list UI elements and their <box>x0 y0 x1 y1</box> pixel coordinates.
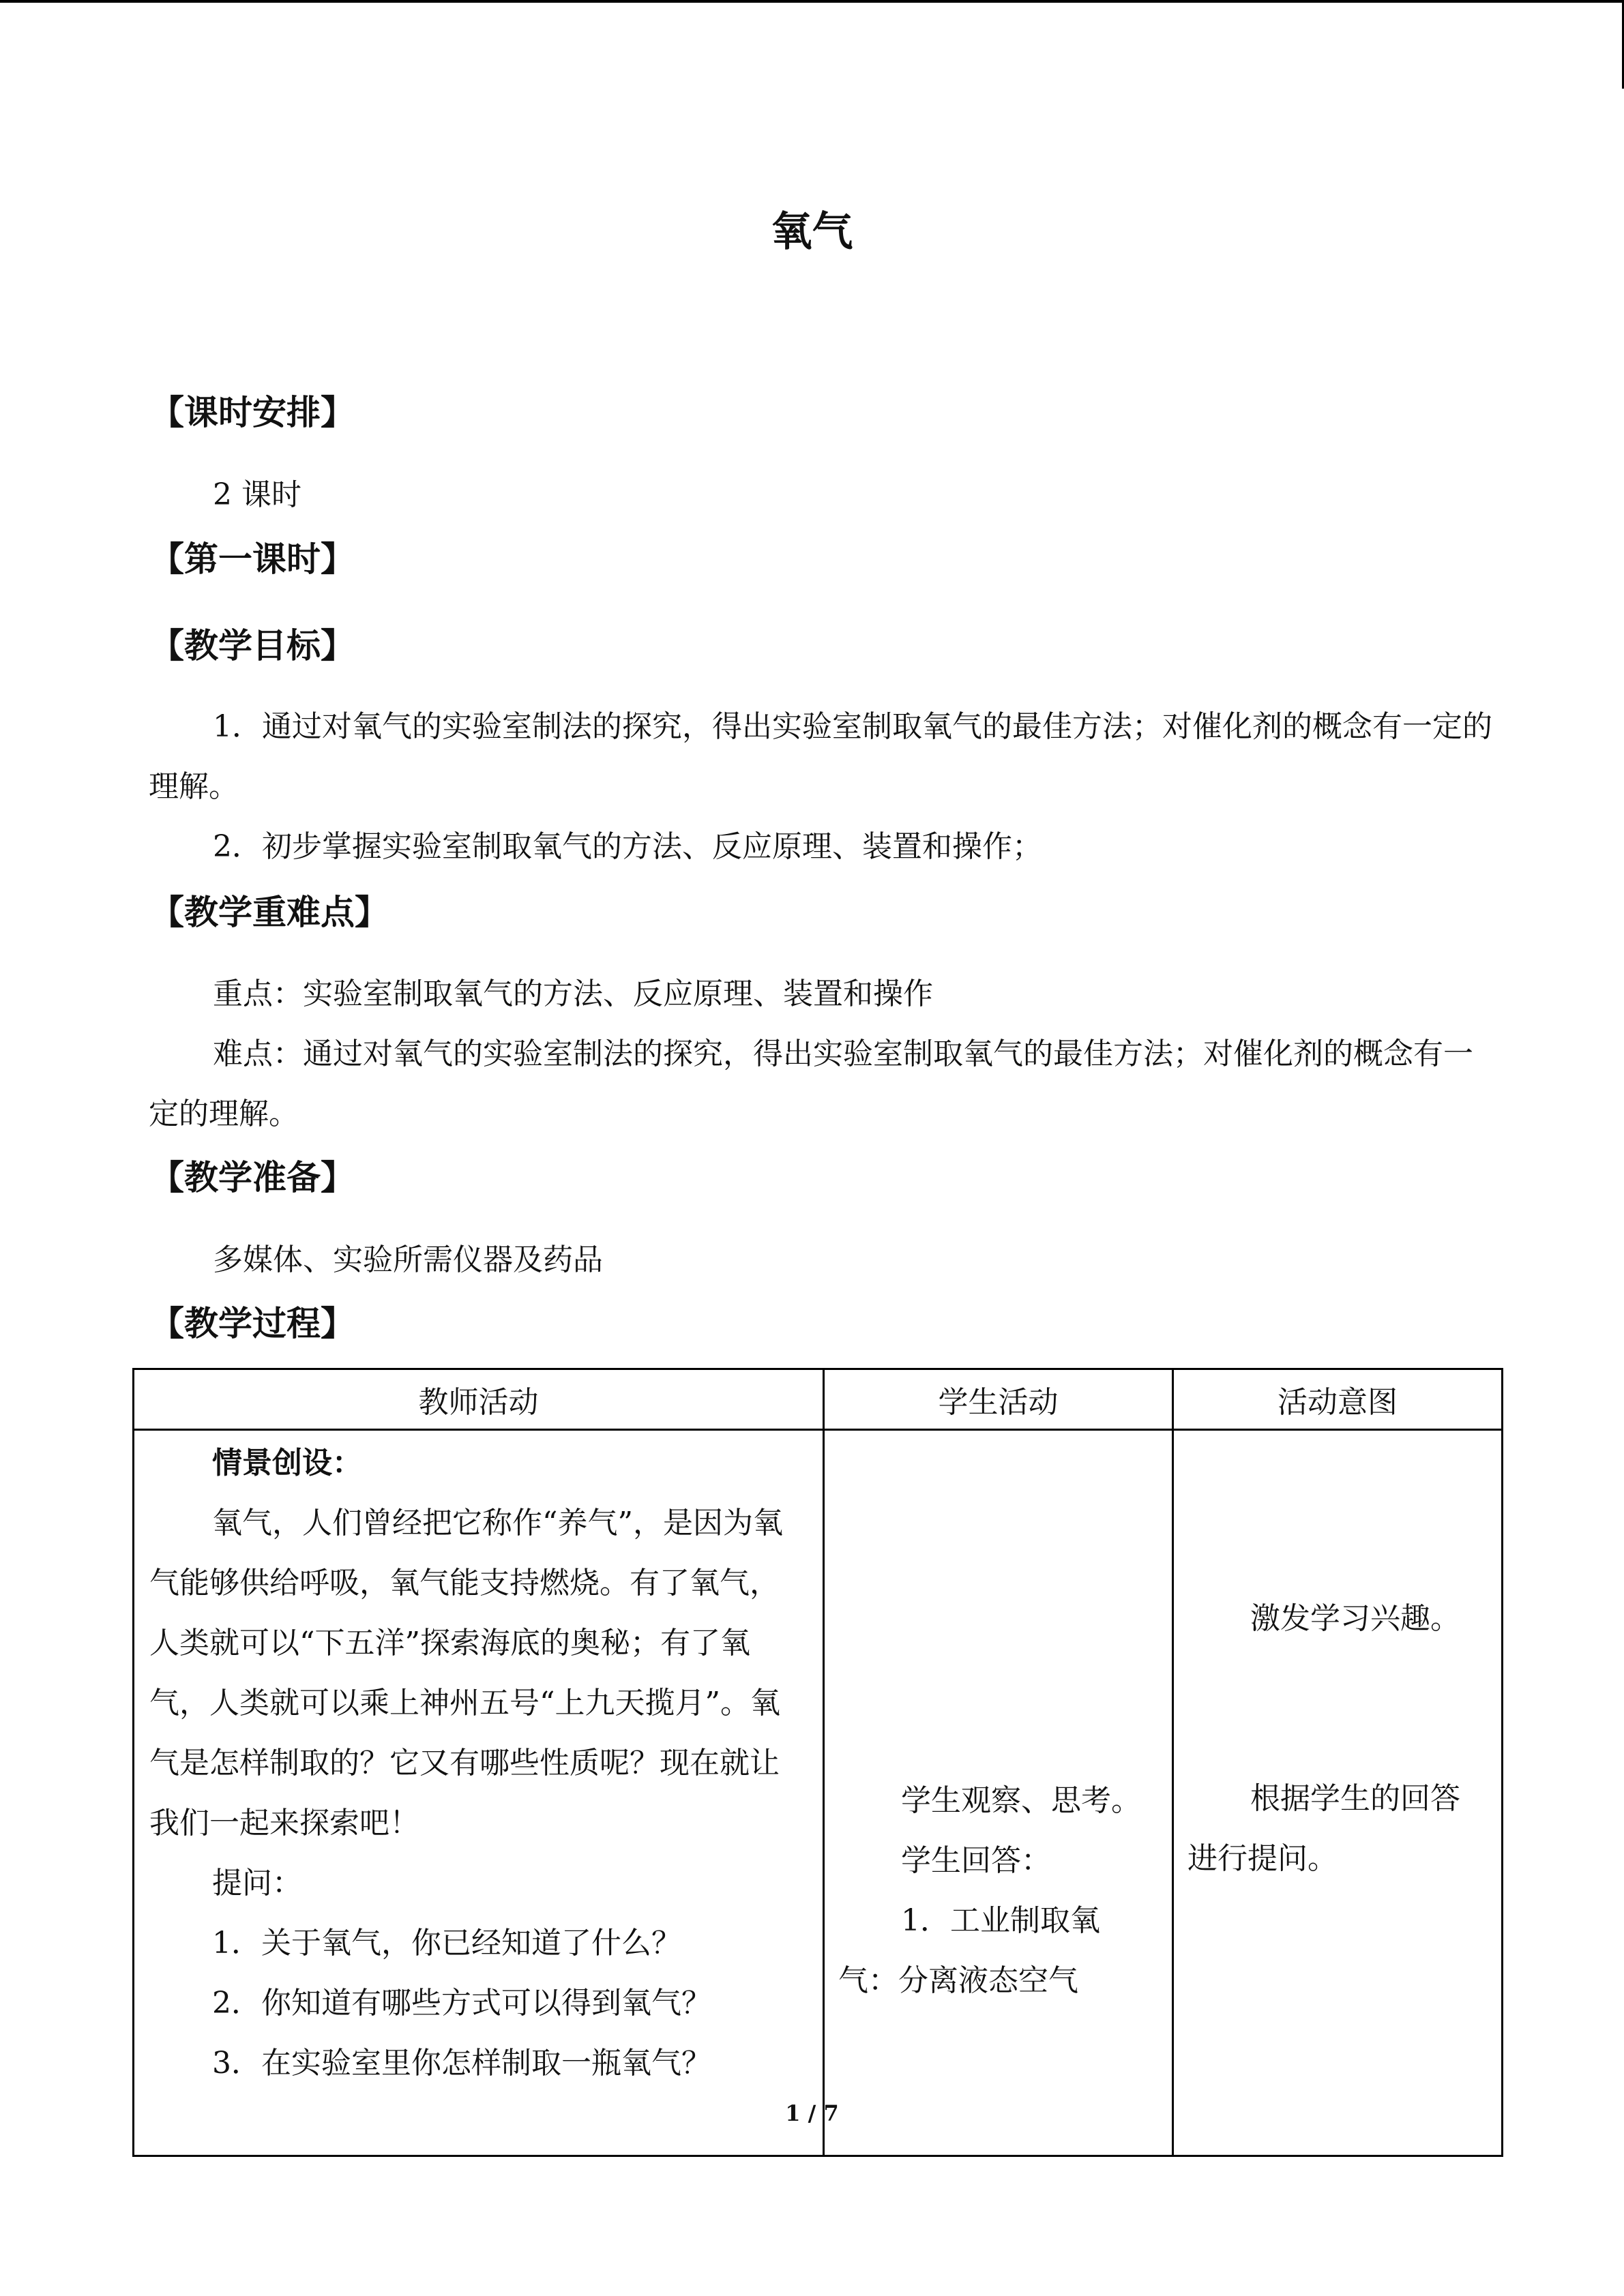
keypoints-heading: 【教学重难点】 <box>150 893 389 932</box>
keypoint-text: 重点：实验室制取氧气的方法、反应原理、装置和操作 <box>213 976 933 1011</box>
student-activity-cell <box>824 1430 1173 2156</box>
goal-2: 2．初步掌握实验室制取氧气的方法、反应原理、装置和操作； <box>213 829 1042 864</box>
lesson1-heading: 【第一课时】 <box>150 539 355 579</box>
goal-1: 1．通过对氧气的实验室制法的探究，得出实验室制取氧气的最佳方法；对催化剂的概念有一定的理解。 <box>149 709 1492 804</box>
process-heading: 【教学过程】 <box>150 1304 355 1343</box>
question-label: 提问： <box>212 1866 302 1900</box>
table-header-row <box>134 1369 1503 1430</box>
header-student-activity: 学生活动 <box>824 1369 1173 1430</box>
goals-heading: 【教学目标】 <box>150 626 355 666</box>
teacher-activity-cell <box>134 1430 824 2156</box>
intent-2: 根据学生的回答进行提问。 <box>1187 1781 1460 1876</box>
schedule-heading: 【课时安排】 <box>150 393 355 432</box>
question-3: 3．在实验室里你怎样制取一瓶氧气？ <box>212 2046 711 2081</box>
teaching-process-table <box>132 1368 1503 2157</box>
question-2: 2．你知道有哪些方式可以得到氧气？ <box>212 1986 711 2021</box>
page-number: 1 / 7 <box>785 2100 839 2126</box>
difficulty-text: 难点：通过对氧气的实验室制法的探究，得出实验室制取氧气的最佳方法；对催化剂的概念有一定的理解。 <box>149 1037 1473 1131</box>
student-answer-label: 学生回答： <box>901 1843 1051 1878</box>
header-teacher-activity: 教师活动 <box>134 1369 824 1430</box>
student-answer-1: 1．工业制取氧气：分离液态空气 <box>838 1903 1100 1998</box>
page-top-rule <box>0 0 1624 3</box>
prep-text: 多媒体、实验所需仪器及药品 <box>213 1242 603 1277</box>
prep-heading: 【教学准备】 <box>150 1158 355 1197</box>
question-1: 1．关于氧气，你已经知道了什么？ <box>212 1926 681 1960</box>
student-observe: 学生观察、思考。 <box>901 1783 1141 1818</box>
intent-1: 激发学习兴趣。 <box>1250 1601 1460 1636</box>
scene-text: 氧气，人们曾经把它称作“养气”，是因为氧气能够供给呼吸，氧气能支持燃烧。有了氧气，人类就可以“下五洋”探索海底的奥秘；有了氧气，人类就可以乘上神州五号“上九天揽月”。氧气是怎样制取的？它又有哪些性质呢？现在就让我们一起来探索吧！ <box>149 1506 783 1840</box>
header-activity-intent: 活动意图 <box>1173 1369 1503 1430</box>
table-row <box>134 1430 1503 2156</box>
page-title: 氧气 <box>771 208 853 256</box>
scene-label: 情景创设： <box>212 1446 362 1480</box>
activity-intent-cell <box>1173 1430 1503 2156</box>
schedule-text: 2 课时 <box>213 477 301 512</box>
